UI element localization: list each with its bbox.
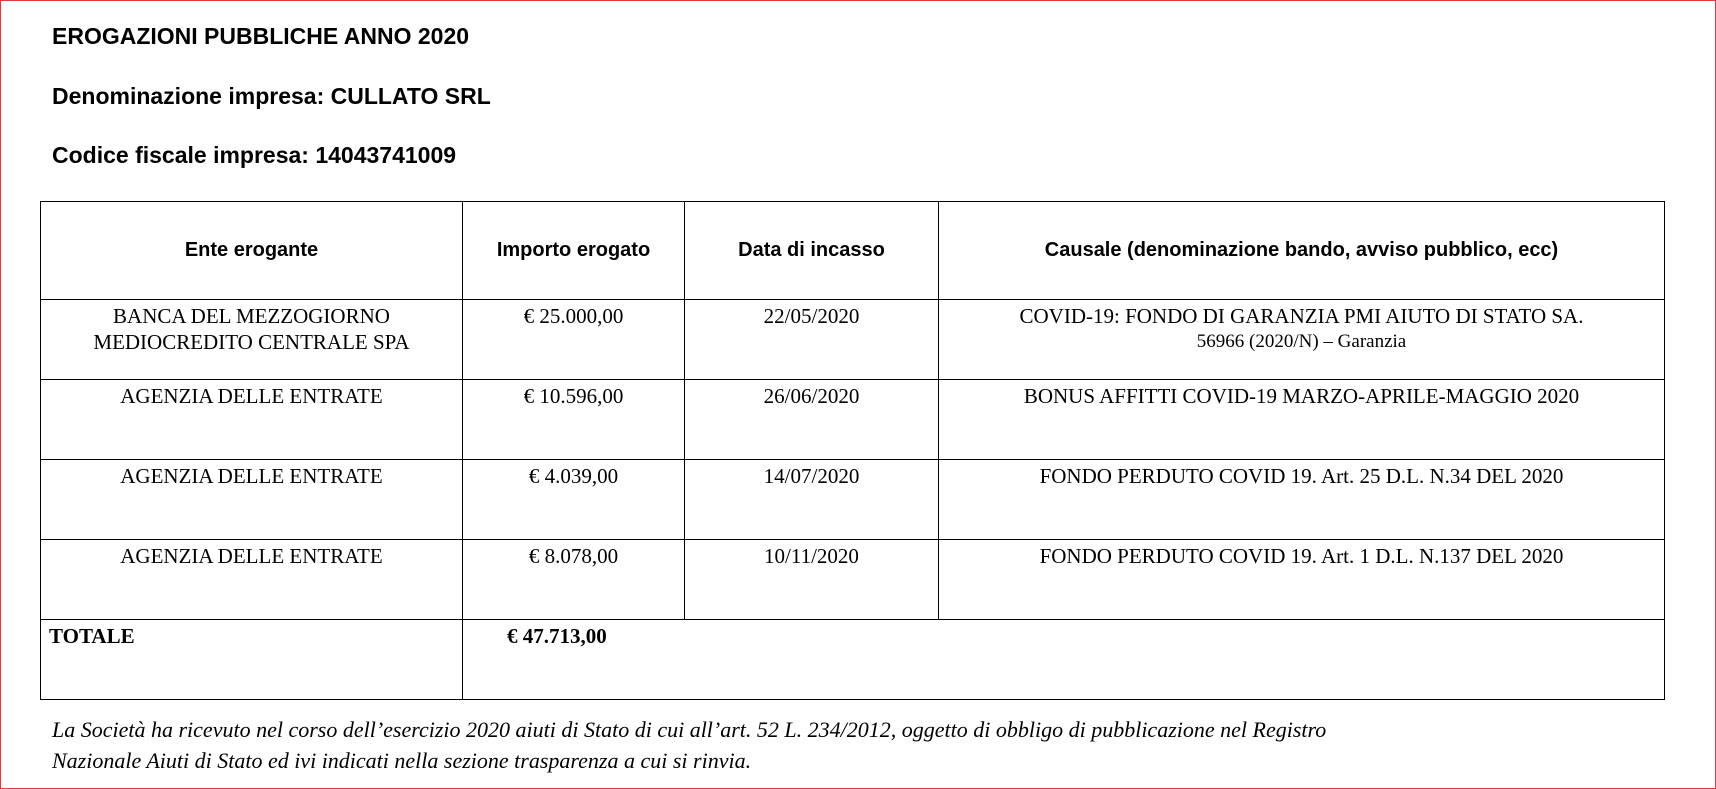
total-row	[41, 620, 1665, 700]
cell-causale	[939, 540, 1665, 620]
causale-line: BONUS AFFITTI COVID-19 MARZO-APRILE-MAGGIO 2020	[1023, 384, 1580, 408]
table-row	[41, 460, 1665, 540]
cell-data: 10/11/2020	[685, 540, 939, 620]
cell-importo: € 8.078,00	[463, 540, 685, 620]
causale-line: FONDO PERDUTO COVID 19. Art. 25 D.L. N.34 DEL 2020	[1039, 464, 1564, 488]
column-header-ente: Ente erogante	[41, 202, 463, 300]
cell-ente	[41, 300, 463, 380]
company-name-line: Denominazione impresa: CULLATO SRL	[52, 83, 491, 109]
cell-importo: € 25.000,00	[463, 300, 685, 380]
cell-data: 14/07/2020	[685, 460, 939, 540]
cell-data: 22/05/2020	[685, 300, 939, 380]
ente-line: AGENZIA DELLE ENTRATE	[120, 544, 383, 568]
fiscal-code-line: Codice fiscale impresa: 14043741009	[52, 142, 457, 168]
table-row	[41, 380, 1665, 460]
cell-causale	[939, 460, 1665, 540]
cell-importo: € 4.039,00	[463, 460, 685, 540]
ente-line: BANCA DEL MEZZOGIORNO	[113, 304, 390, 328]
causale-line: FONDO PERDUTO COVID 19. Art. 1 D.L. N.137 DEL 2020	[1039, 544, 1564, 568]
cell-data: 26/06/2020	[685, 380, 939, 460]
column-header-importo: Importo erogato	[463, 202, 685, 300]
ente-line: AGENZIA DELLE ENTRATE	[120, 464, 383, 488]
cell-ente	[41, 540, 463, 620]
cell-ente	[41, 460, 463, 540]
cell-importo: € 10.596,00	[463, 380, 685, 460]
total-filler	[685, 620, 939, 700]
table-row	[41, 300, 1665, 380]
causale-line: COVID-19: FONDO DI GARANZIA PMI AIUTO DI STATO SA.	[1019, 304, 1584, 328]
column-header-causale: Causale (denominazione bando, avviso pubblico, ecc)	[939, 202, 1665, 300]
causale-line: 56966 (2020/N) – Garanzia	[1196, 331, 1407, 352]
total-filler	[939, 620, 1665, 700]
column-header-data: Data di incasso	[685, 202, 939, 300]
ente-line: MEDIOCREDITO CENTRALE SPA	[93, 330, 410, 354]
cell-causale	[939, 300, 1665, 380]
grants-table	[40, 201, 1665, 700]
note-line: Nazionale Aiuti di Stato ed ivi indicati nella sezione trasparenza a cui si rinvia.	[52, 748, 752, 773]
table-row	[41, 540, 1665, 620]
cell-ente	[41, 380, 463, 460]
state-aid-note	[52, 714, 1612, 776]
table-header-row	[41, 202, 1665, 300]
ente-line: AGENZIA DELLE ENTRATE	[120, 384, 383, 408]
cell-causale	[939, 380, 1665, 460]
total-amount: € 47.713,00	[463, 620, 685, 700]
total-label: TOTALE	[41, 620, 463, 700]
note-line: La Società ha ricevuto nel corso dell’esercizio 2020 aiuti di Stato di cui all’art. 52 L. 234/2012, oggetto di obbligo di pubblicazione nel Registro	[52, 717, 1327, 742]
document-title: EROGAZIONI PUBBLICHE ANNO 2020	[52, 23, 470, 49]
